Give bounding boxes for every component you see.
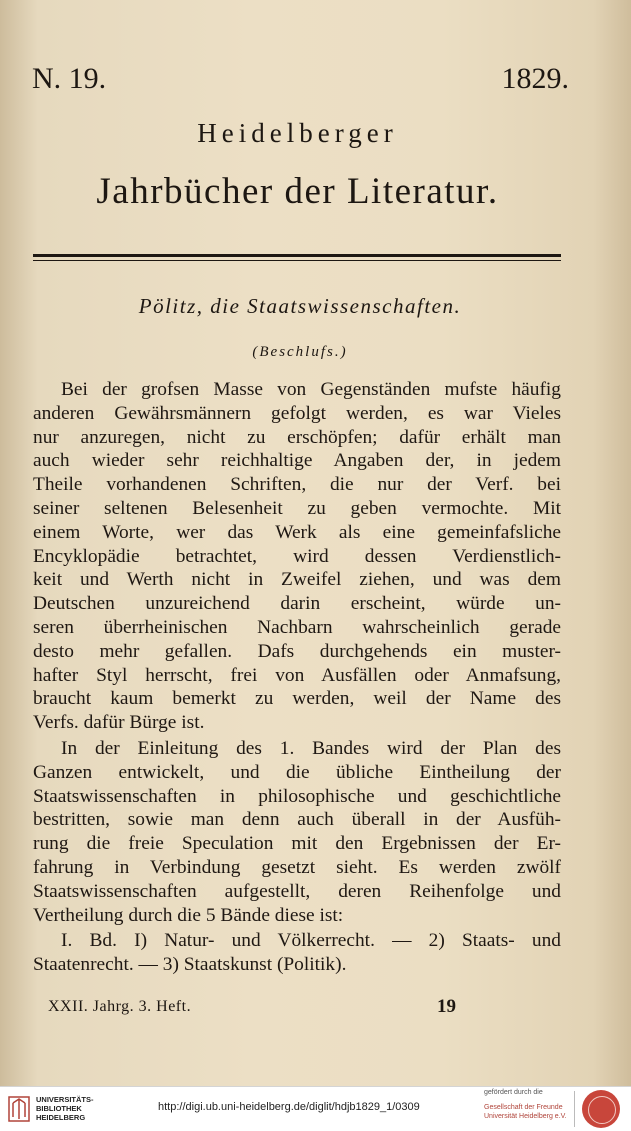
text-line: seiner seltenen Belesenheit zu geben vermochte. Mit	[33, 497, 561, 519]
text-line: bestritten, sowie man denn auch überall in der Ausfüh-	[33, 809, 561, 831]
article-subtitle: (Beschlufs.)	[252, 344, 348, 360]
library-name-line: HEIDELBERG	[36, 1113, 86, 1122]
text-line: nur anzuregen, nicht zu erschöpfen; dafür erhält man	[33, 426, 561, 448]
header-rule-thick	[33, 254, 561, 257]
text-line: einem Worte, wer das Werk als eine gemeinfafsliche	[33, 521, 561, 543]
text-line: Staatenrecht. — 3) Staatskunst (Politik).	[33, 954, 347, 976]
article-title: Pölitz, die Staatswissenschaften.	[138, 294, 462, 318]
signature-mark: XXII. Jahrg. 3. Heft.	[48, 998, 192, 1015]
library-name-line: UNIVERSITÄTS-	[36, 1095, 94, 1104]
footer-divider	[574, 1091, 575, 1127]
journal-title-line2: Jahrbücher der Literatur.	[96, 171, 499, 212]
paragraph-2	[33, 737, 561, 927]
text-line: Bei der grofsen Masse von Gegenständen mufste häufig	[61, 379, 561, 400]
text-line: Ganzen entwickelt, und die übliche Eintheilung der	[33, 761, 561, 783]
paragraph-1	[33, 378, 561, 735]
funder-name-line: Gesellschaft der Freunde	[484, 1104, 563, 1111]
text-line: Verfs. dafür Bürge ist.	[33, 712, 205, 734]
text-line: fahrung in Verbindung gesetzt sieht. Es werden zwölf	[33, 856, 561, 878]
library-logo-icon	[8, 1095, 30, 1123]
funder-name-line: Universität Heidelberg e.V.	[484, 1113, 567, 1120]
paragraph-3	[33, 929, 561, 977]
journal-title-line1: Heidelberger	[197, 118, 398, 148]
text-line: seren überrheinischen Nachbarn wahrscheinlich gerade	[33, 616, 561, 638]
issue-year: 1829.	[501, 62, 569, 95]
text-line: hafter Styl herrscht, frei von Ausfällen oder Anmafsung,	[33, 664, 561, 686]
text-line: Deutschen unzureichend darin erscheint, würde un-	[33, 593, 561, 615]
header-rule-thin	[33, 260, 561, 261]
text-line: Staatswissenschaften aufgestellt, deren Reihenfolge und	[33, 880, 561, 902]
text-line: Theile vorhandenen Schriften, die nur der Verf. bei	[33, 474, 561, 496]
text-line: Encyklopädie betrachtet, wird dessen Verdienstlich-	[33, 545, 561, 567]
text-line: Vertheilung durch die 5 Bände diese ist:	[33, 904, 344, 926]
issue-number: N. 19.	[32, 62, 107, 95]
text-line: rung die freie Speculation mit den Ergebnissen der Er-	[33, 833, 561, 855]
funder-name	[484, 1103, 567, 1121]
text-line: desto mehr gefallen. Dafs durchgehends ein muster-	[33, 640, 561, 662]
permalink-url[interactable]: http://digi.ub.uni-heidelberg.de/diglit/hdjb1829_1/0309	[158, 1101, 420, 1113]
article-body	[33, 378, 561, 979]
funded-by-label: gefördert durch die	[484, 1089, 543, 1096]
university-seal-ring-icon	[588, 1096, 616, 1124]
text-line: Staatswissenschaften in philosophische und geschichtliche	[33, 785, 561, 807]
text-line: braucht kaum bemerkt zu werden, weil der Name des	[33, 688, 561, 710]
digitization-footer	[0, 1086, 631, 1131]
text-line: auch wieder sehr reichhaltige Angaben der, in jedem	[33, 450, 561, 472]
text-line: In der Einleitung des 1. Bandes wird der Plan des	[61, 737, 561, 759]
text-line: I. Bd. I) Natur- und Völkerrecht. — 2) Staats- und	[61, 930, 561, 952]
page-number: 19	[437, 996, 456, 1017]
library-name	[36, 1095, 94, 1122]
text-line: keit und Werth nicht in Zweifel ziehen, und was dem	[33, 569, 561, 591]
library-name-line: BIBLIOTHEK	[36, 1104, 82, 1113]
text-line: anderen Gewährsmännern gefolgt werden, es war Vieles	[33, 402, 561, 424]
